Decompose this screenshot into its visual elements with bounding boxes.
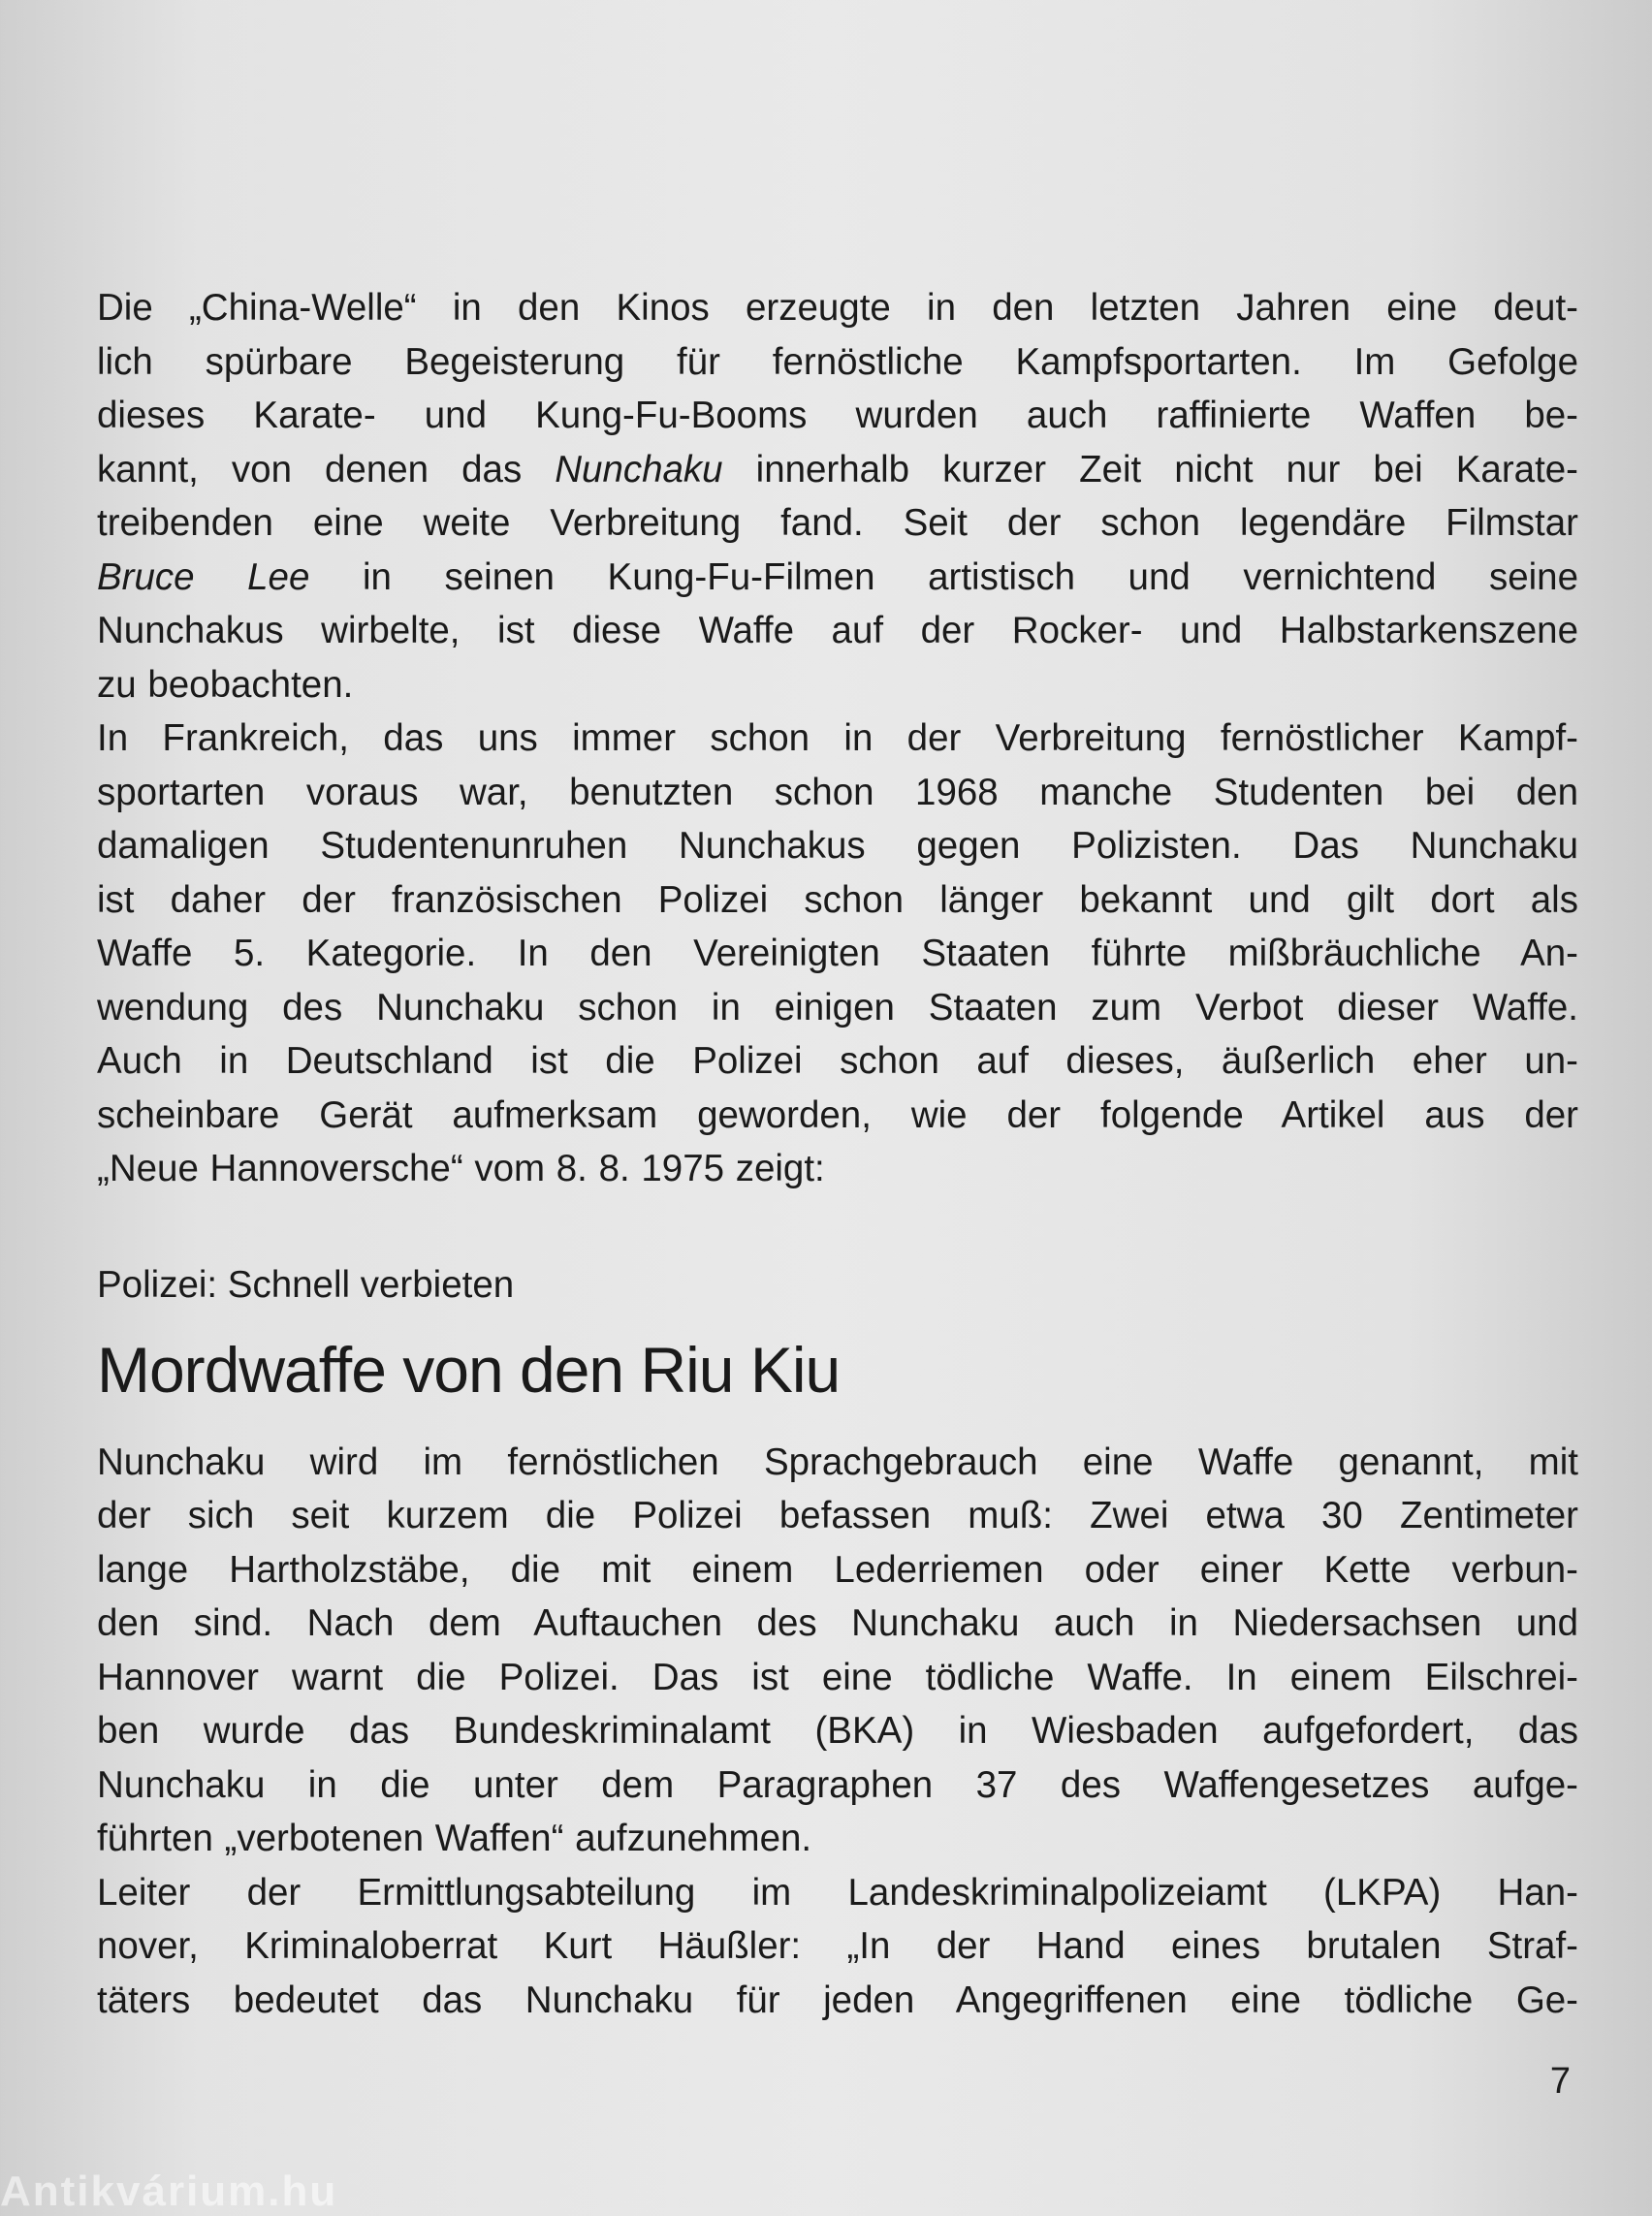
text-segment: innerhalb kurzer Zeit nicht nur bei Karate- xyxy=(722,448,1578,491)
show-through-text xyxy=(116,0,1590,281)
text-line: ist daher der französischen Polizei schon länger bekannt und gilt dort als xyxy=(97,878,1578,921)
text-segment: in seinen Kung-Fu-Filmen artistisch und vernichtend seine xyxy=(309,555,1578,598)
text-line: zu beobachten. xyxy=(97,663,354,706)
text-line: Auch in Deutschland ist die Polizei schon auf dieses, äußerlich eher un- xyxy=(97,1040,1578,1082)
text-line: wendung des Nunchaku schon in einigen Staaten zum Verbot dieser Waffe. xyxy=(97,986,1578,1029)
text-line: Nunchaku wird im fernöstlichen Sprachgebrauch eine Waffe genannt, mit xyxy=(97,1440,1578,1483)
text-line: „Neue Hannoversche“ vom 8. 8. 1975 zeigt: xyxy=(97,1148,825,1189)
text-line: sportarten voraus war, benutzten schon 1968 manche Studenten bei den xyxy=(97,771,1578,813)
text-line: lange Hartholzstäbe, die mit einem Lederriemen oder einer Kette verbun- xyxy=(97,1548,1578,1591)
text-line: Leiter der Ermittlungsabteilung im Landeskriminalpolizeiamt (LKPA) Han- xyxy=(97,1871,1578,1914)
text-line: Waffe 5. Kategorie. In den Vereinigten Staaten führte mißbräuchliche An- xyxy=(97,933,1578,974)
watermark: Antikvárium.hu xyxy=(0,2168,338,2215)
text-line: scheinbare Gerät aufmerksam geworden, wie der folgende Artikel aus der xyxy=(97,1093,1578,1136)
text-line: nover, Kriminaloberrat Kurt Häußler: „In der Hand eines brutalen Straf- xyxy=(97,1925,1578,1967)
text-line: führten „verbotenen Waffen“ aufzunehmen. xyxy=(97,1818,812,1859)
emphasized-term: Bruce Lee xyxy=(97,555,310,598)
article-paragraph-2 xyxy=(97,1866,1578,2028)
page-number: 7 xyxy=(1549,2061,1571,2102)
emphasized-term: Nunchaku xyxy=(555,448,723,491)
text-line xyxy=(97,551,1578,605)
text-line: ben wurde das Bundeskriminalamt (BKA) in Wiesbaden aufgefordert, das xyxy=(97,1710,1578,1752)
text-line: lich spürbare Begeisterung für fernöstliche Kampfsportarten. Im Gefolge xyxy=(97,340,1578,383)
text-line: Hannover warnt die Polizei. Das ist eine tödliche Waffe. In einem Eilschrei- xyxy=(97,1656,1578,1698)
page-content xyxy=(97,281,1578,2027)
text-line: dieses Karate- und Kung-Fu-Booms wurden auch raffinierte Waffen be- xyxy=(97,395,1578,436)
article-kicker: Polizei: Schnell verbieten xyxy=(97,1263,515,1306)
text-line: der sich seit kurzem die Polizei befassen muß: Zwei etwa 30 Zentimeter xyxy=(97,1495,1578,1536)
text-line: treibenden eine weite Verbreitung fand. Seit der schon legendäre Filmstar xyxy=(97,502,1578,544)
intro-paragraph xyxy=(97,281,1578,712)
text-line: Nunchaku in die unter dem Paragraphen 37 des Waffengesetzes aufge- xyxy=(97,1763,1578,1806)
text-line: damaligen Studentenunruhen Nunchakus gegen Polizisten. Das Nunchaku xyxy=(97,825,1578,867)
text-line xyxy=(97,443,1578,497)
text-line: täters bedeutet das Nunchaku für jeden Angegriffenen eine tödliche Ge- xyxy=(97,1979,1578,2021)
text-line: Nunchakus wirbelte, ist diese Waffe auf der Rocker- und Halbstarkenszene xyxy=(97,610,1578,651)
text-segment: kannt, von denen das xyxy=(97,448,556,491)
text-line: In Frankreich, das uns immer schon in der Verbreitung fernöstlicher Kampf- xyxy=(97,717,1578,759)
text-line: den sind. Nach dem Auftauchen des Nunchaku auch in Niedersachsen und xyxy=(97,1602,1578,1644)
article-headline: Mordwaffe von den Riu Kiu xyxy=(97,1333,841,1406)
france-paragraph xyxy=(97,712,1578,1196)
article-paragraph-1 xyxy=(97,1436,1578,1866)
text-line: Die „China-Welle“ in den Kinos erzeugte in den letzten Jahren eine deut- xyxy=(97,287,1578,329)
